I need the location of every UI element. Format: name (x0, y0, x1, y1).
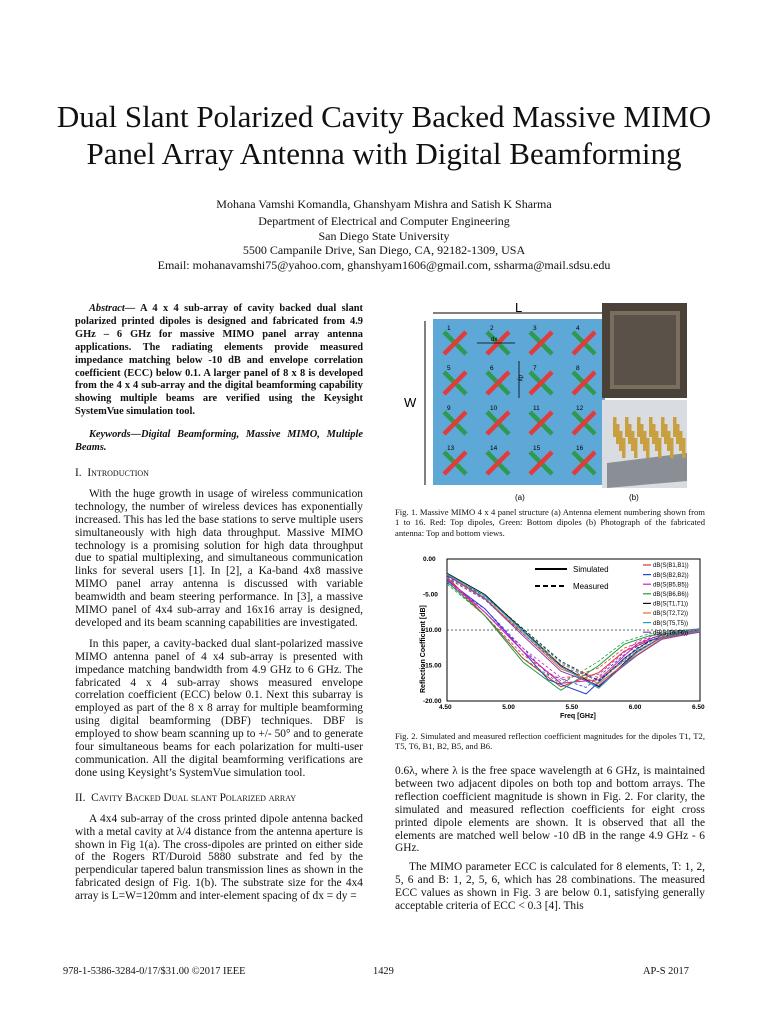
label-W: W (404, 395, 417, 410)
sma-connector (667, 431, 671, 451)
affiliation-line: 5500 Campanile Drive, San Diego, CA, 92182-1309, USA (242, 243, 526, 258)
paper-title (40, 98, 728, 172)
sma-connector (616, 424, 620, 444)
footer-page-number: 1429 (373, 966, 394, 977)
right-column-text (395, 765, 705, 913)
right-paragraph-1: 0.6λ, where λ is the free space wavelength at 6 GHz, is maintained between two adjacent dipoles on both top and bottom arrays. The reflection coefficient magnitude is shown in Fig. 2. For clarity, the simulated and measured reflection coefficients for eight cross printed dipole elements are shown. It is observed that all the elements are matched well below -10 dB in the range 4.9 GHz - 6 GHz. (395, 765, 705, 855)
author-list: Mohana Vamshi Komandla, Ghanshyam Mishra and Satish K Sharma (216, 197, 552, 211)
label-dx: dx (491, 337, 498, 343)
sma-connector (664, 424, 668, 444)
legend-label: dB(S(T2,T2)) (653, 611, 689, 618)
legend-label: dB(S(T5,T5)) (653, 620, 689, 627)
element-number: 5 (447, 365, 451, 372)
label-L: L (515, 303, 523, 315)
element-number: 14 (490, 445, 498, 452)
sma-connector (673, 417, 677, 437)
abstract (75, 303, 363, 419)
element-number: 6 (490, 365, 494, 372)
sma-connector (622, 438, 626, 458)
y-tick-label: -5.00 (423, 591, 438, 599)
y-axis-label: Reflection Coefficient [dB] (420, 605, 427, 693)
figure-2-chart (395, 551, 705, 721)
sma-connector (634, 438, 638, 458)
title-line-2: Panel Array Antenna with Digital Beamforming (86, 136, 682, 171)
legend-label: dB(S(T1,T1)) (653, 601, 689, 608)
element-number: 1 (447, 325, 451, 332)
sma-connector (655, 431, 659, 451)
y-tick-label: -15.00 (423, 662, 442, 670)
sma-connector (643, 431, 647, 451)
photo-top-dipoles (614, 315, 676, 385)
x-tick-label: 5.50 (565, 704, 579, 711)
legend-label: dB(S(B6,B6)) (653, 592, 689, 598)
sma-connector (658, 438, 662, 458)
legend-label: dB(S(B1,B1)) (653, 563, 689, 570)
x-tick-label: 4.50 (439, 704, 452, 711)
keywords: Keywords—Digital Beamforming, Massive MIMO, Multiple Beams. (75, 429, 363, 454)
sma-connector (613, 417, 617, 437)
section2-paragraph-1: A 4x4 sub-array of the cross printed dipole antenna backed with a metal cavity at λ/4 distance from the antenna aperture is shown in Fig 1(a). The cross-dipoles are printed on either side of the Rogers RT/Duroid 5880 substrate and fed by the perpendicular tapered balun transmission lines as shown in the fabricated design of Fig. 1(b). The substrate size for the 4x4 array is L=W=120mm and inter-element spacing of dx = dy = (75, 812, 363, 903)
sma-connector (625, 417, 629, 437)
sma-connector (649, 417, 653, 437)
abstract-text: — A 4 x 4 sub-array of cavity backed dual slant polarized printed dipoles is designed and fabricated from 4.9 GHz – 6 GHz for massive MIMO panel array antenna applications. The radiating elements provide measured impedance matching below -10 dB and envelope correlation coefficient (ECC) below 0.1. A larger panel of 8 x 8 is developed from the 4 x 4 sub-array and the digital beamforming capability showing multiple beams are verified using the Keysight SystemVue simulation tool. (75, 303, 363, 418)
section-heading-cavity-array: II. Cavity Backed Dual slant Polarized array (75, 791, 297, 804)
intro-paragraph-2: In this paper, a cavity-backed dual slant-polarized massive MIMO antenna panel of 4 x4 sub-array is presented with impedance matching bandwidth from 4.9 GHz to 6 GHz. The fabricated 4 x 4 sub-array shows measured envelope correlation coefficient (ECC) below 0.1. Next this subarray is employed as part of the 8 x 8 array for multiple beamforming using digital beamforming (DBF) techniques. DBF is employed to show beam scanning up to +/- 50° and to generate four simultaneous beams for each polarization for multi-user communication. All the digital beamforming verifications are done using Keysight’s SystemVue simulation tool. (75, 637, 363, 779)
left-column (75, 303, 363, 903)
figure-1-caption: Fig. 1. Massive MIMO 4 x 4 panel structure (a) Antenna element numbering shown from 1 to 16. Red: Top dipoles, Green: Bottom dipoles (b) Photograph of the fabricated antenna: Top and bottom views. (395, 507, 705, 538)
email-line: Email: mohanavamshi75@yahoo.com, ghanshyam1606@gmail.com, ssharma@mail.sdsu.edu (157, 257, 611, 272)
right-paragraph-2: The MIMO parameter ECC is calculated for 8 elements, T: 1, 2, 5, 6 and B: 1, 2, 5, 6, which has 28 combinations. The measured ECC values as shown in Fig. 3 are below 0.1, satisfying generally acceptable criteria of ECC < 0.3 [4]. This (395, 861, 705, 913)
affiliation (40, 214, 728, 272)
legend-label: dB(S(B2,B2)) (653, 572, 689, 579)
affiliation-line: San Diego State University (318, 228, 450, 243)
sma-connector (646, 438, 650, 458)
affiliation-line: Department of Electrical and Computer Engineering (258, 214, 510, 228)
sma-connector (652, 424, 656, 444)
x-tick-label: 6.50 (692, 704, 705, 711)
x-axis-label: Freq [GHz] (560, 713, 596, 720)
element-number: 4 (576, 325, 580, 332)
legend-simulated-label: Simulated (573, 565, 609, 574)
sma-connector (682, 438, 686, 458)
sma-connector (661, 417, 665, 437)
sma-connector (631, 431, 635, 451)
element-number: 13 (447, 445, 455, 452)
intro-paragraph-1: With the huge growth in usage of wireless communication technology, the number of wireless devices has exponentially increased. This has led the base stations to serve multiple users simultaneously with high data throughput. Massive MIMO technology is a promising solution for high data throughput due to spatial multiplexing, and simultaneous communication links for several users [1]. In [2], a Ka-band 4x8 massive MIMO panel array antenna is discussed with variable beamwidth and beam steering performance. In [3], a massive MIMO panel of 4x4 sub-array and 16x16 array is designed, developed and its beam scanning capabilities are investigated. (75, 487, 363, 629)
sma-connector (637, 417, 641, 437)
label-dy: dy (517, 375, 523, 382)
figure-1 (395, 303, 705, 503)
subfig-b-label: (b) (629, 493, 639, 502)
element-number: 8 (576, 365, 580, 372)
abstract-label: Abstract (89, 303, 125, 314)
sma-connector (676, 424, 680, 444)
y-tick-label: -20.00 (423, 698, 442, 705)
sma-connector (619, 431, 623, 451)
sma-connector (640, 424, 644, 444)
footer-conference: AP-S 2017 (643, 966, 689, 977)
element-number: 3 (533, 325, 537, 332)
legend-label: dB(S(B5,B5)) (653, 582, 689, 589)
element-number: 15 (533, 445, 541, 452)
x-tick-label: 6.00 (628, 704, 642, 711)
section-heading-introduction: I. Introduction (75, 466, 149, 479)
title-line-1: Dual Slant Polarized Cavity Backed Massive MIMO (56, 99, 712, 134)
footer-copyright: 978-1-5386-3284-0/17/$31.00 ©2017 IEEE (63, 966, 246, 977)
sma-connector (679, 431, 683, 451)
element-number: 11 (533, 405, 540, 412)
y-tick-label: 0.00 (423, 556, 436, 563)
y-tick-label: -10.00 (423, 627, 442, 634)
subfig-a-label: (a) (515, 493, 525, 502)
element-number: 2 (490, 325, 494, 332)
element-number: 10 (490, 405, 498, 412)
element-number: 12 (576, 405, 584, 412)
sma-connector (670, 438, 674, 458)
figure-2-caption: Fig. 2. Simulated and measured reflection coefficient magnitudes for the dipoles T1, T2, T5, T6, B1, B2, B5, and B6. (395, 731, 705, 752)
element-number: 7 (533, 365, 537, 372)
legend-measured-label: Measured (573, 582, 609, 591)
element-number: 9 (447, 405, 451, 412)
element-number: 16 (576, 445, 584, 452)
legend-label: dB(S(T6,T6)) (653, 630, 689, 637)
x-tick-label: 5.00 (502, 704, 515, 711)
sma-connector (628, 424, 632, 444)
